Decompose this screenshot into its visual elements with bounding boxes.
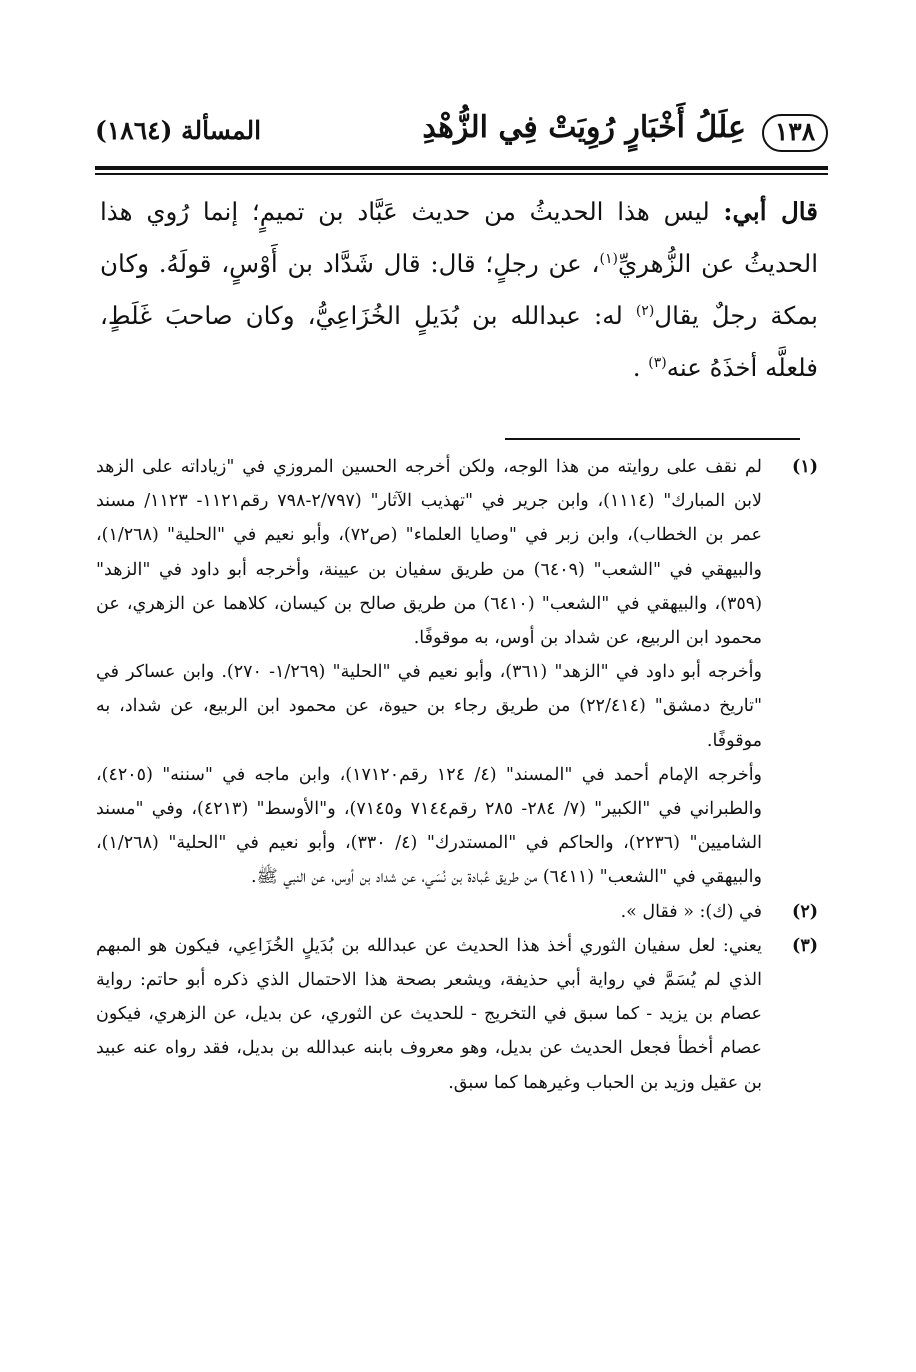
header-rule-thin: [95, 173, 828, 175]
footnote-mark: (٢): [792, 901, 818, 922]
main-text-part: .: [632, 353, 649, 382]
issue-number: المسألة (١٨٦٤): [95, 116, 262, 145]
main-text-part: ليس هذا الحديثُ من حديث عَبَّاد بن تميمٍ؛ إنما رُوي هذا الحديثُ عن الزُّهريِّ: [100, 197, 818, 278]
footnote-paragraph: لم نقف على روايته من هذا الوجه، ولكن أخرجه الحسين المروزي في "زياداته على الزهد لابن المبارك" (١١١٤)، وابن جرير في "تهذيب الآثار" (٢/٧٩٧-٧٩٨ رقم١١٢١- ١١٢٣/ مسند عمر بن الخطاب)، وابن زبر في "وصايا العلماء" (ص٧٢)، وأبو نعيم في "الحلية" (١/٢٦٨)، والبيهقي في "الشعب" (٦٤٠٩) من طريق سفيان بن عيينة، وأخرجه أبو داود في "الزهد" (٣٥٩)، والبيهقي في "الشعب" (٦٤١٠) من طريق صالح بن كيسان، كلاهما عن الزهري، عن محمود ابن الربيع، عن شداد بن أوس، به موقوفًا.: [96, 457, 763, 649]
header-rule-thick: [95, 166, 828, 170]
lead-phrase: قال أبي:: [723, 197, 818, 226]
page-header: [95, 108, 828, 168]
footnote-paragraph: في (ك): « فقال ».: [620, 901, 762, 922]
footnote-2: [96, 895, 818, 929]
main-text: [100, 186, 818, 394]
footnote-paragraph: وأخرجه أبو داود في "الزهد" (٣٦١)، وأبو نعيم في "الحلية" (١/٢٦٩- ٢٧٠). وابن عساكر في "تاريخ دمشق" (٢٢/٤١٤) من طريق رجاء بن حيوة، عن محمود ابن الربيع، عن شداد، به موقوفًا.: [96, 662, 763, 751]
footnotes: [96, 450, 818, 1100]
book-title: عِلَلُ أَخْبَارٍ رُوِيَتْ فِي الزُّهْدِ: [422, 110, 746, 145]
footnote-ref-3: (٣): [648, 354, 667, 371]
footnote-3: [96, 929, 818, 1100]
footnote-ref-2: (٢): [635, 302, 655, 319]
footnote-mark: (٣): [792, 935, 818, 956]
main-text-part: ، عن رجلٍ؛ قال: قال شَدَّاد بن أَوْسٍ، قولَهُ. وكان بمكة رجلٌ يقال: [100, 249, 819, 330]
footnote-separator: [505, 438, 800, 440]
footnote-paragraph: وأخرجه الإمام أحمد في "المسند" (٤/ ١٢٤ رقم١٧١٢٠)، وابن ماجه في "سننه" (٤٢٠٥)، والطبراني في "الكبير" (٧/ ٢٨٤- ٢٨٥ رقم٧١٤٤ و٧١٤٥)، و"الأوسط" (٤٢١٣)، وفي "مسند الشاميين" (٢٢٣٦)، والحاكم في "المستدرك" (٤/ ٣٣٠)، وأبو نعيم في "الحلية" (١/٢٦٨)، والبيهقي في "الشعب" (٦٤١١) من طريق عُبادة بن نُسَي، عن شداد بن أوس، عن النبي ﷺ.: [96, 764, 763, 888]
page-number: ١٣٨: [762, 114, 828, 152]
main-text-part: له: عبدالله بن بُدَيلٍ الخُزَاعِيُّ، وكان صاحبَ غَلَطٍ، فلعلَّه أخذَهُ عنه: [100, 301, 818, 382]
footnote-1: [96, 450, 818, 895]
footnote-paragraph: يعني: لعل سفيان الثوري أخذ هذا الحديث عن عبدالله بن بُدَيلٍ الخُزَاعِي، فيكون هو المبهم الذي لم يُسَمَّ في رواية أبي حذيفة، ويشعر بصحة هذا الاحتمال الذي ذكره أبو حاتم: رواية عصام بن يزيد - كما سبق في التخريج - للحديث عن الثوري، عن بديل، عن الزهري، فيكون عصام أخطأ فجعل الحديث عن بديل، وهو معروف بابنه عبدالله بن بديل، فقد رواه عنه عبيد بن عقيل وزيد بن الحباب وغيرهما كما سبق.: [96, 935, 762, 1093]
main-paragraph: [100, 186, 818, 394]
footnote-ref-1: (١): [599, 250, 618, 267]
footnote-mark: (١): [792, 457, 818, 477]
